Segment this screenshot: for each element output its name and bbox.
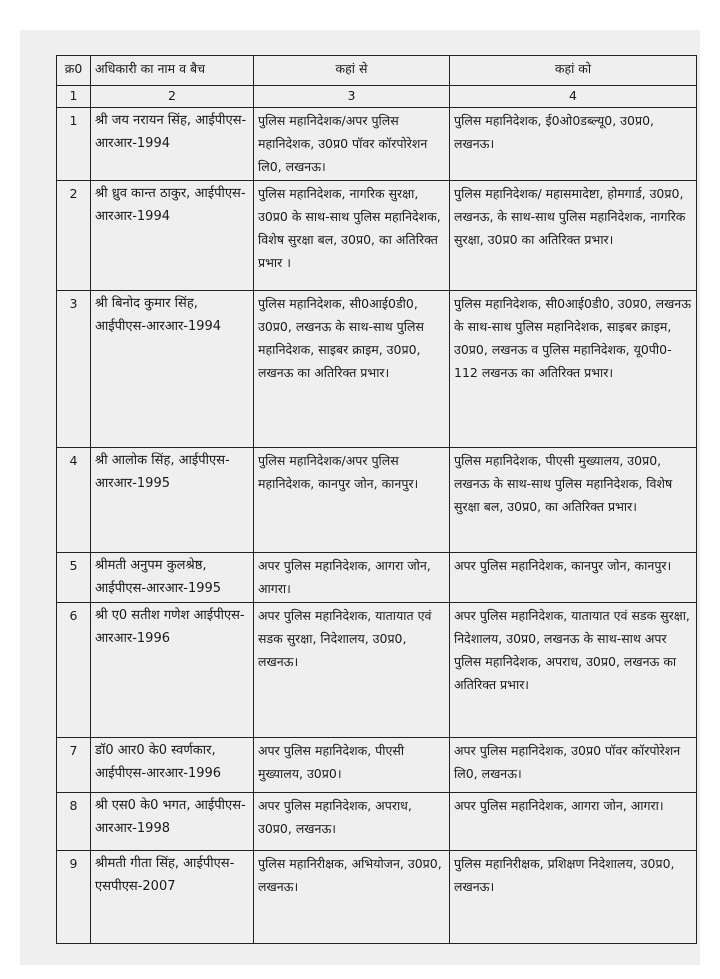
serial-number: 7 [57, 738, 91, 793]
from-post: पुलिस महानिरीक्षक, अभियोजन, उ0प्र0, लखनऊ। [254, 851, 450, 944]
serial-number: 8 [57, 793, 91, 851]
header-serial-number: क्र0 [57, 56, 91, 86]
table-row [57, 108, 697, 181]
table-row [57, 448, 697, 553]
header-from: कहां से [254, 56, 450, 86]
officer-name: श्रीमती अनुपम कुलश्रेष्ठ, आईपीएस-आरआर-1995 [91, 553, 254, 603]
serial-number: 9 [57, 851, 91, 944]
serial-number: 4 [57, 448, 91, 553]
column-number: 2 [91, 86, 254, 108]
column-number: 3 [254, 86, 450, 108]
officer-name: श्री एस0 के0 भगत, आईपीएस-आरआर-1998 [91, 793, 254, 851]
officer-name: श्री बिनोद कुमार सिंह, आईपीएस-आरआर-1994 [91, 291, 254, 448]
to-post: अपर पुलिस महानिदेशक, उ0प्र0 पॉवर कॉरपोरेशन लि0, लखनऊ। [450, 738, 697, 793]
column-number: 1 [57, 86, 91, 108]
from-post: अपर पुलिस महानिदेशक, आगरा जोन, आगरा। [254, 553, 450, 603]
table-row [57, 181, 697, 291]
from-post: अपर पुलिस महानिदेशक, यातायात एवं सडक सुरक्षा, निदेशालय, उ0प्र0, लखनऊ। [254, 603, 450, 738]
table-row [57, 793, 697, 851]
table-row [57, 553, 697, 603]
to-post: पुलिस महानिरीक्षक, प्रशिक्षण निदेशालय, उ0प्र0, लखनऊ। [450, 851, 697, 944]
column-number: 4 [450, 86, 697, 108]
to-post: पुलिस महानिदेशक/ महासमादेष्टा, होमगार्ड, उ0प्र0, लखनऊ, के साथ-साथ पुलिस महानिदेशक, नागरिक सुरक्षा, उ0प्र0 का अतिरिक्त प्रभार। [450, 181, 697, 291]
from-post: पुलिस महानिदेशक, नागरिक सुरक्षा, उ0प्र0 के साथ-साथ पुलिस महानिदेशक, विशेष सुरक्षा बल, उ0प्र0, का अतिरिक्त प्रभार । [254, 181, 450, 291]
serial-number: 6 [57, 603, 91, 738]
table-row [57, 738, 697, 793]
table-row [57, 851, 697, 944]
transfer-table [56, 55, 697, 944]
column-number-row [57, 86, 697, 108]
from-post: पुलिस महानिदेशक/अपर पुलिस महानिदेशक, उ0प्र0 पॉवर कॉरपोरेशन लि0, लखनऊ। [254, 108, 450, 181]
serial-number: 3 [57, 291, 91, 448]
officer-name: श्री ध्रुव कान्त ठाकुर, आईपीएस-आरआर-1994 [91, 181, 254, 291]
officer-name: श्री ए0 सतीश गणेश आईपीएस-आरआर-1996 [91, 603, 254, 738]
serial-number: 5 [57, 553, 91, 603]
table-row [57, 291, 697, 448]
to-post: पुलिस महानिदेशक, पीएसी मुख्यालय, उ0प्र0, लखनऊ के साथ-साथ पुलिस महानिदेशक, विशेष सुरक्षा बल, उ0प्र0, का अतिरिक्त प्रभार। [450, 448, 697, 553]
to-post: अपर पुलिस महानिदेशक, कानपुर जोन, कानपुर। [450, 553, 697, 603]
header-to: कहां को [450, 56, 697, 86]
to-post: पुलिस महानिदेशक, सी0आई0डी0, उ0प्र0, लखनऊ के साथ-साथ पुलिस महानिदेशक, साइबर क्राइम, उ0प्र0, लखनऊ व पुलिस महानिदेशक, यू0पी0-112 लखनऊ का अतिरिक्त प्रभार। [450, 291, 697, 448]
from-post: पुलिस महानिदेशक/अपर पुलिस महानिदेशक, कानपुर जोन, कानपुर। [254, 448, 450, 553]
officer-name: श्री जय नरायन सिंह, आईपीएस-आरआर-1994 [91, 108, 254, 181]
table-row [57, 603, 697, 738]
from-post: अपर पुलिस महानिदेशक, अपराध, उ0प्र0, लखनऊ। [254, 793, 450, 851]
to-post: पुलिस महानिदेशक, ई0ओ0डब्ल्यू0, उ0प्र0, लखनऊ। [450, 108, 697, 181]
officer-name: डॉ0 आर0 के0 स्वर्णकार, आईपीएस-आरआर-1996 [91, 738, 254, 793]
serial-number: 1 [57, 108, 91, 181]
from-post: पुलिस महानिदेशक, सी0आई0डी0, उ0प्र0, लखनऊ के साथ-साथ पुलिस महानिदेशक, साइबर क्राइम, उ0प्र0, लखनऊ का अतिरिक्त प्रभार। [254, 291, 450, 448]
header-officer-name: अधिकारी का नाम व बैच [91, 56, 254, 86]
officer-name: श्रीमती गीता सिंह, आईपीएस-एसपीएस-2007 [91, 851, 254, 944]
serial-number: 2 [57, 181, 91, 291]
officer-name: श्री आलोक सिंह, आईपीएस-आरआर-1995 [91, 448, 254, 553]
header-row [57, 56, 697, 86]
to-post: अपर पुलिस महानिदेशक, यातायात एवं सडक सुरक्षा, निदेशालय, उ0प्र0, लखनऊ के साथ-साथ अपर पुलिस महानिदेशक, अपराध, उ0प्र0, लखनऊ का अतिरिक्त प्रभार। [450, 603, 697, 738]
from-post: अपर पुलिस महानिदेशक, पीएसी मुख्यालय, उ0प्र0। [254, 738, 450, 793]
to-post: अपर पुलिस महानिदेशक, आगरा जोन, आगरा। [450, 793, 697, 851]
